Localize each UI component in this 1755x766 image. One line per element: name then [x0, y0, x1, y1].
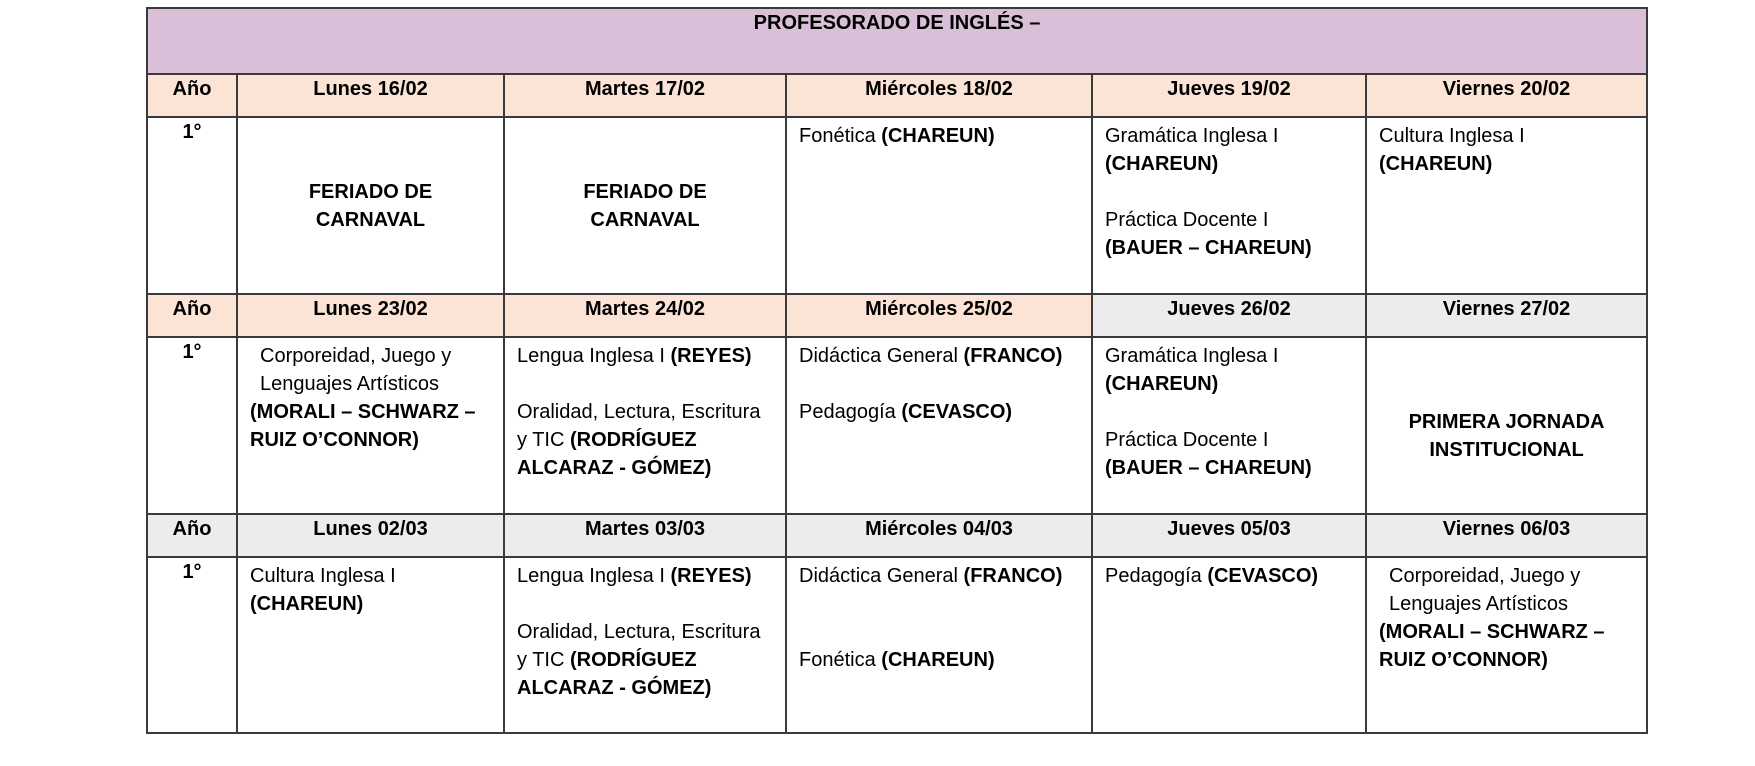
year-header: Año: [147, 74, 237, 117]
teacher-name: (MORALI – SCHWARZ – RUIZ O’CONNOR): [250, 401, 476, 451]
teacher-name: (CHAREUN): [1379, 153, 1493, 175]
year-header: Año: [147, 514, 237, 557]
teacher-name: (CEVASCO): [1207, 565, 1319, 587]
subject-name: Gramática Inglesa I: [1105, 125, 1279, 147]
subject-name: Práctica Docente I: [1105, 209, 1269, 231]
title-row: [147, 8, 1647, 74]
teacher-name: (BAUER – CHAREUN): [1105, 237, 1312, 259]
day-header: Miércoles 25/02: [786, 294, 1092, 337]
day-header: Lunes 16/02: [237, 74, 504, 117]
teacher-name: (FRANCO): [963, 345, 1063, 367]
schedule-cell: [786, 117, 1092, 294]
schedule-table: [146, 7, 1648, 734]
subject-name: Práctica Docente I: [1105, 429, 1269, 451]
year-cell: 1°: [147, 337, 237, 514]
holiday-label: PRIMERA JORNADA INSTITUCIONAL: [1408, 410, 1605, 461]
schedule-cell: [504, 337, 786, 514]
teacher-name: (RODRÍGUEZ ALCARAZ - GÓMEZ): [517, 429, 712, 479]
subject-name: Cultura Inglesa I: [250, 565, 396, 587]
holiday-label: FERIADO DE CARNAVAL: [583, 180, 707, 231]
teacher-name: (CHAREUN): [1105, 153, 1219, 175]
subject-name: Cultura Inglesa I: [1379, 125, 1525, 147]
subject-name: Gramática Inglesa I: [1105, 345, 1279, 367]
teacher-name: (FRANCO): [963, 565, 1063, 587]
day-header: Lunes 23/02: [237, 294, 504, 337]
day-header: Miércoles 04/03: [786, 514, 1092, 557]
schedule-cell: [237, 117, 504, 294]
subject-name: Pedagogía: [799, 401, 896, 423]
schedule-cell: [1092, 337, 1366, 514]
day-header: Lunes 02/03: [237, 514, 504, 557]
teacher-name: (CHAREUN): [250, 593, 364, 615]
teacher-name: (REYES): [670, 565, 752, 587]
subject-name: Fonética: [799, 649, 876, 671]
teacher-name: (RODRÍGUEZ ALCARAZ - GÓMEZ): [517, 649, 712, 699]
schedule-cell: [1366, 337, 1647, 514]
teacher-name: (REYES): [670, 345, 752, 367]
teacher-name: (CHAREUN): [881, 649, 995, 671]
week-1-row: [147, 117, 1647, 294]
page-title: PROFESORADO DE INGLÉS –: [147, 8, 1647, 74]
schedule-cell: [1092, 557, 1366, 733]
schedule-cell: [1092, 117, 1366, 294]
schedule-cell: [237, 557, 504, 733]
teacher-name: (BAUER – CHAREUN): [1105, 457, 1312, 479]
week-3-row: [147, 557, 1647, 733]
day-header: Jueves 26/02: [1092, 294, 1366, 337]
subject-name: Oralidad, Lectura, Escritura y TIC: [517, 621, 761, 671]
week-1-header-row: [147, 74, 1647, 117]
schedule-cell: [786, 557, 1092, 733]
year-cell: 1°: [147, 117, 237, 294]
year-header: Año: [147, 294, 237, 337]
week-3-header-row: [147, 514, 1647, 557]
teacher-name: (CHAREUN): [881, 125, 995, 147]
schedule-cell: [237, 337, 504, 514]
holiday-label: FERIADO DE CARNAVAL: [308, 180, 433, 231]
teacher-name: (CEVASCO): [901, 401, 1013, 423]
subject-name: Corporeidad, Juego y Lenguajes Artísticos: [260, 345, 452, 395]
subject-name: Didáctica General: [799, 565, 958, 587]
subject-name: Lengua Inglesa I: [517, 345, 665, 367]
subject-name: Oralidad, Lectura, Escritura y TIC: [517, 401, 761, 451]
day-header: Viernes 27/02: [1366, 294, 1647, 337]
day-header: Viernes 06/03: [1366, 514, 1647, 557]
day-header: Jueves 05/03: [1092, 514, 1366, 557]
subject-name: Corporeidad, Juego y Lenguajes Artísticos: [1389, 565, 1581, 615]
teacher-name: (CHAREUN): [1105, 373, 1219, 395]
week-2-header-row: [147, 294, 1647, 337]
day-header: Martes 24/02: [504, 294, 786, 337]
subject-name: Fonética: [799, 125, 876, 147]
teacher-name: (MORALI – SCHWARZ – RUIZ O’CONNOR): [1379, 621, 1605, 671]
subject-name: Lengua Inglesa I: [517, 565, 665, 587]
week-2-row: [147, 337, 1647, 514]
schedule-cell: [504, 557, 786, 733]
day-header: Martes 17/02: [504, 74, 786, 117]
schedule-cell: [1366, 557, 1647, 733]
day-header: Jueves 19/02: [1092, 74, 1366, 117]
schedule-cell: [1366, 117, 1647, 294]
subject-name: Didáctica General: [799, 345, 958, 367]
schedule-cell: [786, 337, 1092, 514]
day-header: Viernes 20/02: [1366, 74, 1647, 117]
subject-name: Pedagogía: [1105, 565, 1202, 587]
year-cell: 1°: [147, 557, 237, 733]
day-header: Martes 03/03: [504, 514, 786, 557]
day-header: Miércoles 18/02: [786, 74, 1092, 117]
schedule-cell: [504, 117, 786, 294]
